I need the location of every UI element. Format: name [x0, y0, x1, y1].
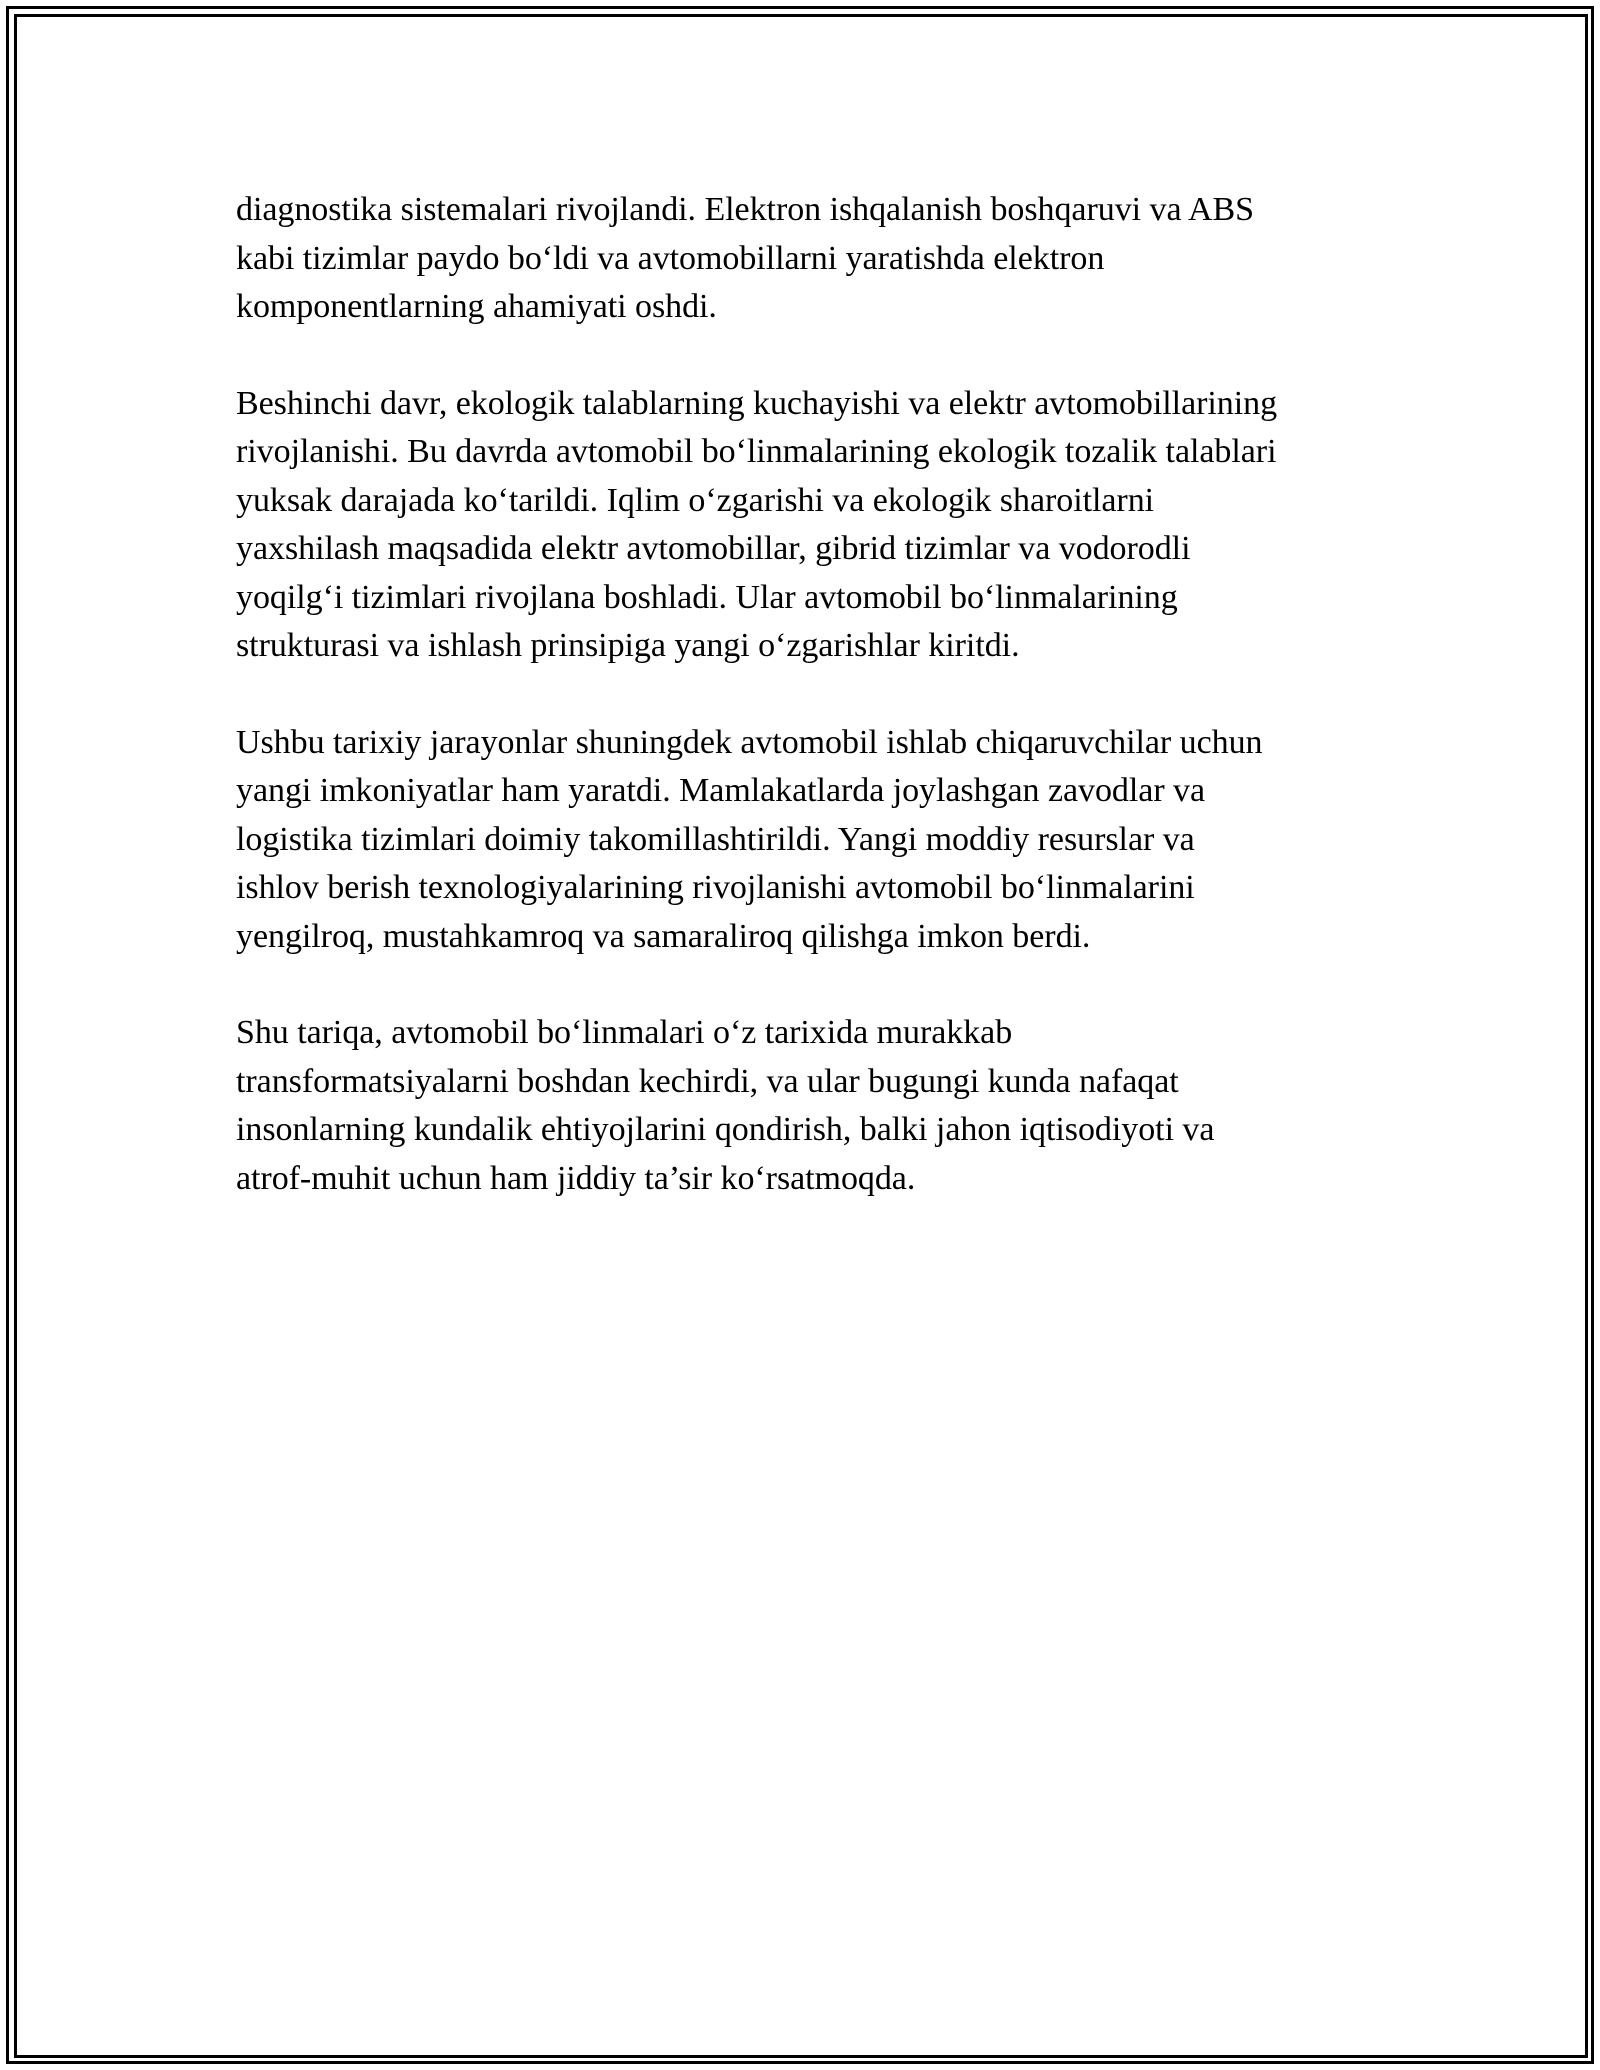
text-line: kabi tizimlar paydo bo‘ldi va avtomobillarni yaratishda elektron: [236, 239, 1105, 277]
text-line: logistika tizimlari doimiy takomillashtirildi. Yangi moddiy resurslar va: [236, 820, 1195, 858]
text-line: atrof-muhit uchun ham jiddiy ta’sir ko‘rsatmoqda.: [236, 1159, 916, 1197]
paragraph-4: [236, 1009, 1376, 1203]
text-line: yaxshilash maqsadida elektr avtomobillar, gibrid tizimlar va vodorodli: [236, 530, 1191, 567]
paragraph-1: [236, 186, 1376, 332]
text-line: Ushbu tarixiy jarayonlar shuningdek avtomobil ishlab chiqaruvchilar uchun: [236, 723, 1263, 761]
text-line: diagnostika sistemalari rivojlandi. Elektron ishqalanish boshqaruvi va ABS: [236, 191, 1255, 228]
text-line: rivojlanishi. Bu davrda avtomobil bo‘linmalarining ekologik tozalik talablari: [236, 433, 1277, 470]
text-line: insonlarning kundalik ehtiyojlarini qondirish, balki jahon iqtisodiyoti va: [236, 1111, 1215, 1148]
text-line: komponentlarning ahamiyati oshdi.: [236, 288, 717, 325]
document-body: [236, 186, 1376, 1251]
text-line: transformatsiyalarni boshdan kechirdi, va ular bugungi kunda nafaqat: [236, 1062, 1179, 1100]
text-line: yoqilg‘i tizimlari rivojlana boshladi. Ular avtomobil bo‘linmalarining: [236, 578, 1178, 616]
text-line: ishlov berish texnologiyalarining rivojlanishi avtomobil bo‘linmalarini: [236, 869, 1195, 906]
text-line: Shu tariqa, avtomobil bo‘linmalari o‘z tarixida murakkab: [236, 1014, 1013, 1051]
text-line: yangi imkoniyatlar ham yaratdi. Mamlakatlarda joylashgan zavodlar va: [236, 772, 1206, 809]
text-line: strukturasi va ishlash prinsipiga yangi o‘zgarishlar kiritdi.: [236, 627, 1020, 664]
paragraph-3: [236, 719, 1376, 962]
paragraph-2: [236, 380, 1376, 671]
text-line: yuksak darajada ko‘tarildi. Iqlim o‘zgarishi va ekologik sharoitlarni: [236, 481, 1155, 519]
text-line: Beshinchi davr, ekologik talablarning kuchayishi va elektr avtomobillarining: [236, 384, 1278, 422]
text-line: yengilroq, mustahkamroq va samaraliroq qilishga imkon berdi.: [236, 917, 1091, 955]
